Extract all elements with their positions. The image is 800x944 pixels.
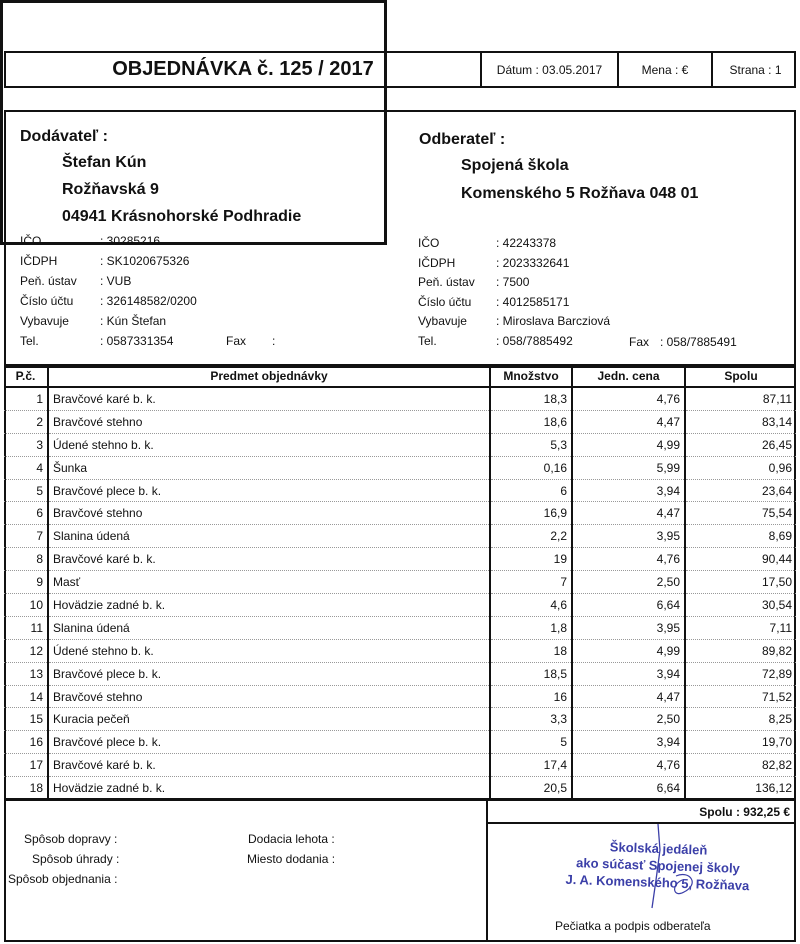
col-header-qty: Množstvo	[490, 366, 572, 387]
stamp-line-3: J. A. Komenského 5, Rožňava	[565, 871, 750, 894]
grand-total: Spolu : 932,25 €	[699, 805, 790, 819]
customer-field-value: : 7500	[496, 275, 530, 289]
row-unit-price: 3,94	[572, 662, 685, 685]
stamp-line-1: Školská jedáleň	[609, 839, 708, 858]
row-qty: 19	[490, 548, 572, 571]
row-number: 7	[4, 525, 48, 548]
table-row	[4, 410, 796, 433]
row-total: 83,14	[685, 410, 796, 433]
row-qty: 6	[490, 479, 572, 502]
supplier-field-value: : 326148582/0200	[100, 294, 197, 308]
row-item: Hovädzie zadné b. k.	[48, 777, 490, 800]
supplier-field-value: : 0587331354	[100, 334, 174, 348]
row-qty: 16	[490, 685, 572, 708]
row-item: Slanina údená	[48, 525, 490, 548]
row-number: 3	[4, 433, 48, 456]
transport-method-label: Spôsob dopravy :	[24, 832, 118, 846]
table-row	[4, 525, 796, 548]
supplier-street: Rožňavská 9	[62, 181, 159, 198]
col-header-item: Predmet objednávky	[48, 366, 490, 387]
row-item: Bravčové karé b. k.	[48, 548, 490, 571]
order-header	[4, 51, 796, 88]
table-row	[4, 548, 796, 571]
row-total: 136,12	[685, 777, 796, 800]
supplier-field-value: : Kún Štefan	[100, 314, 167, 328]
table-header-row	[4, 366, 796, 387]
row-unit-price: 4,47	[572, 410, 685, 433]
payment-method-label: Spôsob úhrady :	[32, 852, 120, 866]
row-unit-price: 3,94	[572, 731, 685, 754]
table-row	[4, 387, 796, 410]
table-row	[4, 502, 796, 525]
row-item: Bravčové plece b. k.	[48, 662, 490, 685]
row-number: 11	[4, 616, 48, 639]
customer-field-value: : 42243378	[496, 236, 557, 250]
supplier-fax-value: :	[272, 334, 276, 348]
row-qty: 0,16	[490, 456, 572, 479]
row-number: 4	[4, 456, 48, 479]
supplier-field-label: Peň. ústav	[20, 274, 77, 288]
items-table	[4, 366, 796, 801]
table-row	[4, 594, 796, 617]
row-number: 10	[4, 594, 48, 617]
customer-field-value: : 058/7885492	[496, 333, 573, 348]
row-number: 17	[4, 754, 48, 777]
stamp-line-2: ako súčasť Spojenej školy	[575, 855, 741, 876]
col-header-unit-price: Jedn. cena	[572, 366, 685, 387]
row-number: 6	[4, 502, 48, 525]
row-total: 7,11	[685, 616, 796, 639]
row-qty: 4,6	[490, 594, 572, 617]
row-number: 12	[4, 639, 48, 662]
order-page: Strana : 1	[729, 62, 782, 77]
table-row	[4, 639, 796, 662]
row-unit-price: 6,64	[572, 594, 685, 617]
row-total: 90,44	[685, 548, 796, 571]
row-unit-price: 3,94	[572, 479, 685, 502]
supplier-field-label: Tel.	[20, 334, 39, 348]
supplier-field-value: : 30285216	[100, 234, 161, 248]
supplier-field-value: : SK1020675326	[100, 254, 190, 268]
row-unit-price: 5,99	[572, 456, 685, 479]
row-item: Bravčové plece b. k.	[48, 731, 490, 754]
customer-field-label: Číslo účtu	[418, 294, 472, 309]
row-qty: 17,4	[490, 754, 572, 777]
customer-address: Komenského 5 Rožňava 048 01	[461, 185, 699, 202]
row-unit-price: 3,95	[572, 525, 685, 548]
row-qty: 20,5	[490, 777, 572, 800]
row-unit-price: 4,76	[572, 754, 685, 777]
table-row	[4, 616, 796, 639]
table-row	[4, 456, 796, 479]
row-number: 5	[4, 479, 48, 502]
row-number: 15	[4, 708, 48, 731]
customer-fax-label: Fax	[629, 335, 650, 349]
row-qty: 2,2	[490, 525, 572, 548]
row-qty: 18,3	[490, 387, 572, 410]
customer-field-label: IČO	[418, 236, 440, 250]
supplier-field-label: IČO	[20, 234, 42, 248]
supplier-field-value: : VUB	[100, 274, 132, 288]
delivery-place-label: Miesto dodania :	[247, 852, 336, 866]
row-total: 30,54	[685, 594, 796, 617]
customer-name: Spojená škola	[461, 157, 569, 174]
supplier-field-label: Číslo účtu	[20, 294, 74, 308]
signature-scribble	[630, 820, 710, 920]
row-total: 0,96	[685, 456, 796, 479]
row-unit-price: 6,64	[572, 777, 685, 800]
row-number: 16	[4, 731, 48, 754]
row-number: 14	[4, 685, 48, 708]
row-total: 82,82	[685, 754, 796, 777]
order-currency: Mena : €	[619, 53, 713, 86]
col-header-total: Spolu	[685, 366, 796, 387]
row-qty: 7	[490, 571, 572, 594]
supplier-field-label: IČDPH	[20, 254, 58, 268]
row-total: 8,69	[685, 525, 796, 548]
supplier-city: 04941 Krásnohorské Podhradie	[62, 208, 302, 225]
row-total: 17,50	[685, 571, 796, 594]
row-qty: 5,3	[490, 433, 572, 456]
row-unit-price: 4,76	[572, 387, 685, 410]
row-total: 26,45	[685, 433, 796, 456]
row-qty: 3,3	[490, 708, 572, 731]
customer-field-value: : Miroslava Barcziová	[496, 314, 611, 328]
supplier-fax-label: Fax	[226, 334, 247, 348]
row-unit-price: 4,99	[572, 433, 685, 456]
table-row	[4, 571, 796, 594]
row-total: 71,52	[685, 685, 796, 708]
row-qty: 18	[490, 639, 572, 662]
customer-field-label: IČDPH	[418, 255, 456, 270]
row-item: Kuracia pečeň	[48, 708, 490, 731]
delivery-term-label: Dodacia lehota :	[248, 832, 335, 846]
row-number: 9	[4, 571, 48, 594]
table-row	[4, 731, 796, 754]
row-unit-price: 4,99	[572, 639, 685, 662]
row-number: 13	[4, 662, 48, 685]
row-total: 23,64	[685, 479, 796, 502]
order-method-label: Spôsob objednania :	[8, 872, 118, 886]
supplier-field-label: Vybavuje	[20, 314, 69, 328]
customer-fax-value: : 058/7885491	[660, 335, 737, 349]
row-total: 8,25	[685, 708, 796, 731]
row-total: 72,89	[685, 662, 796, 685]
row-number: 8	[4, 548, 48, 571]
row-qty: 5	[490, 731, 572, 754]
row-item: Bravčové stehno	[48, 502, 490, 525]
row-item: Údené stehno b. k.	[48, 433, 490, 456]
table-row	[4, 685, 796, 708]
order-date: Dátum : 03.05.2017	[482, 53, 619, 86]
row-total: 89,82	[685, 639, 796, 662]
row-item: Bravčové stehno	[48, 685, 490, 708]
row-qty: 1,8	[490, 616, 572, 639]
customer-heading: Odberateľ :	[419, 131, 506, 148]
signature-label: Pečiatka a podpis odberateľa	[555, 919, 711, 933]
row-unit-price: 3,95	[572, 616, 685, 639]
row-total: 75,54	[685, 502, 796, 525]
row-item: Bravčové stehno	[48, 410, 490, 433]
row-number: 1	[4, 387, 48, 410]
row-total: 19,70	[685, 731, 796, 754]
order-title: OBJEDNÁVKA č. 125 / 2017	[6, 53, 482, 86]
row-number: 18	[4, 777, 48, 800]
row-item: Šunka	[48, 456, 490, 479]
row-unit-price: 2,50	[572, 708, 685, 731]
customer-field-value: : 2023332641	[496, 255, 570, 270]
row-item: Bravčové karé b. k.	[48, 387, 490, 410]
table-row	[4, 662, 796, 685]
row-qty: 16,9	[490, 502, 572, 525]
row-unit-price: 4,47	[572, 502, 685, 525]
supplier-name: Štefan Kún	[62, 154, 147, 171]
table-row	[4, 433, 796, 456]
row-item: Bravčové karé b. k.	[48, 754, 490, 777]
row-item: Hovädzie zadné b. k.	[48, 594, 490, 617]
customer-field-label: Peň. ústav	[418, 275, 475, 289]
supplier-heading: Dodávateľ :	[20, 128, 108, 145]
row-item: Slanina údená	[48, 616, 490, 639]
customer-field-label: Vybavuje	[418, 314, 467, 328]
table-row	[4, 777, 796, 800]
table-row	[4, 754, 796, 777]
row-unit-price: 4,47	[572, 685, 685, 708]
row-unit-price: 4,76	[572, 548, 685, 571]
row-item: Údené stehno b. k.	[48, 639, 490, 662]
row-qty: 18,6	[490, 410, 572, 433]
table-row	[4, 708, 796, 731]
row-total: 87,11	[685, 387, 796, 410]
col-header-pc: P.č.	[4, 366, 48, 387]
row-unit-price: 2,50	[572, 571, 685, 594]
row-item: Masť	[48, 571, 490, 594]
customer-field-value: : 4012585171	[496, 294, 570, 309]
customer-field-label: Tel.	[418, 333, 437, 348]
row-qty: 18,5	[490, 662, 572, 685]
row-item: Bravčové plece b. k.	[48, 479, 490, 502]
row-number: 2	[4, 410, 48, 433]
table-row	[4, 479, 796, 502]
